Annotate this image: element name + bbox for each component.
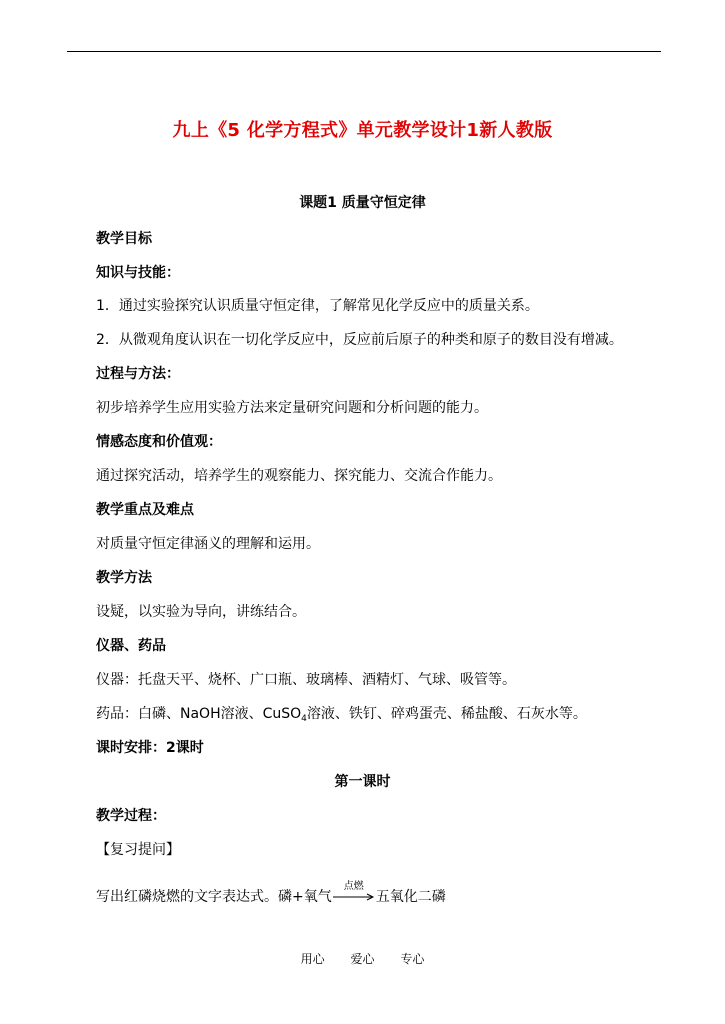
- chemicals-prefix: 药品：白磷、NaOH溶液、CuSO: [96, 706, 302, 722]
- attitude-heading: 情感态度和价值观：: [96, 434, 222, 450]
- method-text: 设疑，以实验为导向，讲练结合。: [96, 604, 306, 620]
- page-footer: [0, 950, 725, 967]
- review-heading: 【复习提问】: [96, 842, 180, 858]
- attitude-text: 通过探究活动，培养学生的观察能力、探究能力、交流合作能力。: [96, 468, 502, 484]
- chemicals-suffix: 溶液、铁钉、碎鸡蛋壳、稀盐酸、石灰水等。: [306, 706, 587, 722]
- knowledge-item-1: 1．通过实验探究认识质量守恒定律，了解常见化学反应中的质量关系。: [96, 298, 539, 314]
- arrow-right-icon: [332, 892, 376, 902]
- schedule: 课时安排：2课时: [96, 740, 204, 756]
- arrow-condition-label: 点燃: [343, 881, 364, 892]
- question-suffix: 五氧化二磷: [375, 889, 446, 905]
- header-rule: [67, 51, 661, 52]
- method-heading: 教学方法: [96, 570, 152, 586]
- chemicals-subscript: 4: [301, 714, 307, 724]
- lesson-title: 课题1 质量守恒定律: [299, 195, 426, 211]
- process-methods-heading: 过程与方法：: [96, 366, 180, 382]
- chemicals-text: [96, 705, 587, 725]
- reaction-question: [96, 881, 446, 906]
- question-prefix: 写出红磷烧燃的文字表达式。磷+氧气: [96, 889, 332, 905]
- process-heading: 教学过程：: [96, 808, 166, 824]
- equipment-heading: 仪器、药品: [96, 638, 166, 654]
- key-points-text: 对质量守恒定律涵义的理解和运用。: [96, 536, 320, 552]
- process-methods-text: 初步培养学生应用实验方法来定量研究问题和分析问题的能力。: [96, 400, 488, 416]
- key-points-heading: 教学重点及难点: [96, 502, 194, 518]
- document-title: 九上《5 化学方程式》单元教学设计1新人教版: [172, 120, 553, 141]
- instruments-text: 仪器：托盘天平、烧杯、广口瓶、玻璃棒、酒精灯、气球、吸管等。: [96, 672, 516, 688]
- knowledge-item-2: 2．从微观角度认识在一切化学反应中，反应前后原子的种类和原子的数目没有增减。: [96, 332, 623, 348]
- knowledge-skills-heading: 知识与技能：: [96, 265, 180, 281]
- teaching-goals-heading: 教学目标: [96, 231, 152, 247]
- first-period-heading: 第一课时: [334, 774, 391, 790]
- footer-item: 爱心: [350, 952, 375, 966]
- reaction-arrow: [332, 881, 376, 906]
- footer-item: 专心: [400, 952, 425, 966]
- footer-item: 用心: [300, 952, 325, 966]
